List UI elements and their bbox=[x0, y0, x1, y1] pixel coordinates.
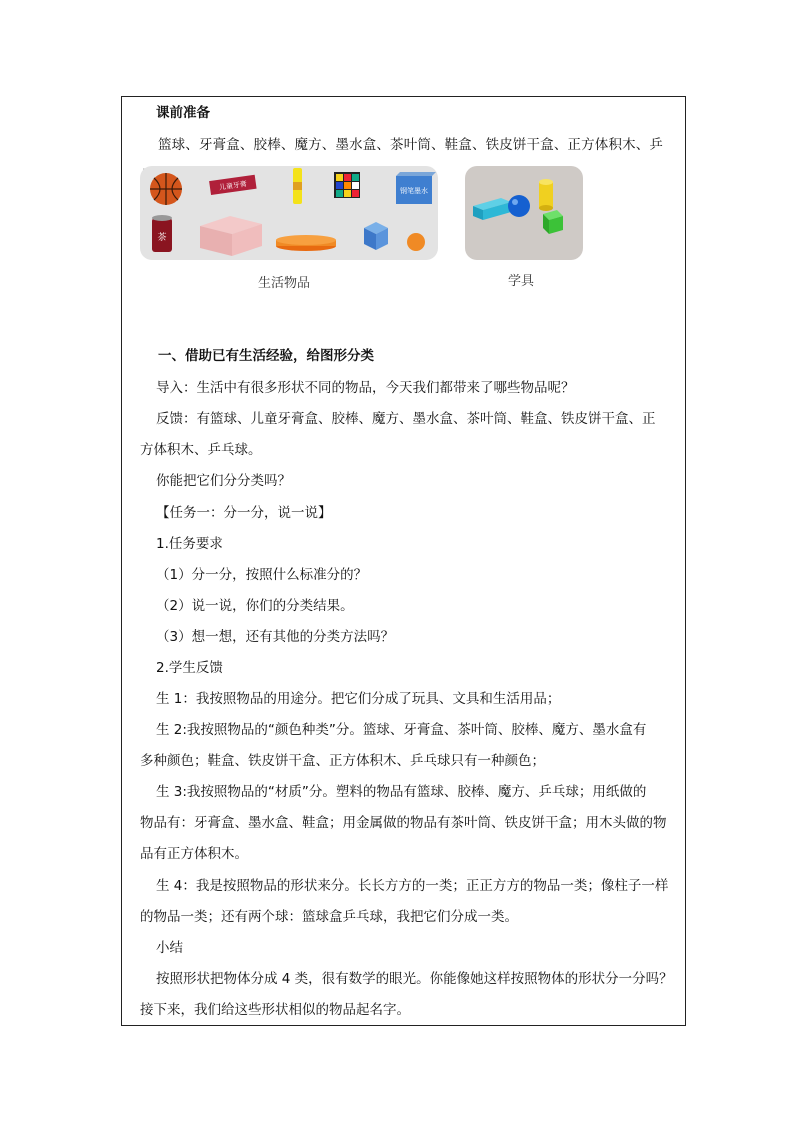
daily-objects-caption: 生活物品 bbox=[258, 276, 311, 291]
question-text: 你能把它们分分类吗？ bbox=[156, 473, 291, 489]
wooden-cube-icon bbox=[364, 222, 388, 250]
toothpaste-box-label: 儿童牙膏 bbox=[218, 179, 248, 192]
summary-title: 小结 bbox=[156, 940, 183, 956]
daily-objects-image bbox=[140, 166, 438, 260]
section1-heading: 一、借助已有生活经验，给图形分类 bbox=[158, 348, 374, 364]
student3-line1: 生 3:我按照物品的“材质”分。塑料的物品有篮球、胶棒、魔方、乒乓球；用纸做的 bbox=[156, 784, 647, 800]
tea-can-label: 茶 bbox=[157, 233, 167, 243]
feedback-line2: 方体积木、乒乓球。 bbox=[140, 442, 262, 458]
summary-line1: 按照形状把物体分成 4 类，很有数学的眼光。你能像她这样按照物体的形状分一分吗？ bbox=[156, 971, 673, 987]
shoe-box-icon bbox=[200, 216, 262, 256]
student3-line2: 物品有：牙膏盒、墨水盒、鞋盒；用金属做的物品有茶叶筒、铁皮饼干盒；用木头做的物 bbox=[140, 815, 667, 831]
blue-cuboid-icon bbox=[473, 198, 511, 220]
ping-pong-ball-icon bbox=[407, 233, 425, 251]
green-cube-icon bbox=[543, 210, 563, 234]
prep-items-line1: 篮球、牙膏盒、胶棒、魔方、墨水盒、茶叶筒、鞋盒、铁皮饼干盒、正方体积木、乒 bbox=[158, 137, 664, 153]
student4-line2: 的物品一类；还有两个球：篮球盒乒乓球，我把它们分成一类。 bbox=[140, 909, 518, 925]
requirement-3: （3）想一想，还有其他的分类方法吗？ bbox=[156, 629, 395, 645]
task-title: 【任务一：分一分，说一说】 bbox=[156, 505, 332, 521]
rubiks-cube-icon bbox=[334, 172, 360, 198]
student2-line1: 生 2:我按照物品的“颜色种类”分。篮球、牙膏盒、茶叶筒、胶棒、魔方、墨水盒有 bbox=[156, 722, 647, 738]
glue-stick-icon bbox=[293, 168, 302, 204]
student3-line3: 品有正方体积木。 bbox=[140, 846, 248, 862]
student1-text: 生 1：我按照物品的用途分。把它们分成了玩具、文具和生活用品； bbox=[156, 691, 561, 707]
feedback-line1: 反馈：有篮球、儿童牙膏盒、胶棒、魔方、墨水盒、茶叶筒、鞋盒、铁皮饼干盒、正 bbox=[156, 411, 656, 427]
requirement-2: （2）说一说，你们的分类结果。 bbox=[156, 598, 354, 614]
student4-line1: 生 4：我是按照物品的形状来分。长长方方的一类；正正方方的物品一类；像柱子一样 bbox=[156, 878, 669, 894]
intro-text: 导入：生活中有很多形状不同的物品，今天我们都带来了哪些物品呢？ bbox=[156, 380, 575, 396]
feedback-title: 2.学生反馈 bbox=[156, 660, 223, 676]
prep-heading: 课前准备 bbox=[156, 105, 210, 121]
requirements-title: 1.任务要求 bbox=[156, 536, 223, 552]
ink-box-icon bbox=[396, 172, 436, 204]
learning-tools-image bbox=[465, 166, 583, 260]
blue-sphere-icon bbox=[508, 195, 530, 217]
yellow-cylinder-icon bbox=[539, 179, 553, 211]
learning-tools-caption: 学具 bbox=[508, 274, 535, 289]
biscuit-tin-icon bbox=[276, 235, 336, 251]
requirement-1: （1）分一分，按照什么标准分的？ bbox=[156, 567, 368, 583]
toothpaste-box-icon bbox=[209, 175, 257, 195]
basketball-icon bbox=[150, 173, 182, 205]
student2-line2: 多种颜色；鞋盒、铁皮饼干盒、正方体积木、乒乓球只有一种颜色； bbox=[140, 753, 545, 769]
ink-box-label: 钢笔墨水 bbox=[400, 187, 428, 195]
summary-line2: 接下来，我们给这些形状相似的物品起名字。 bbox=[140, 1002, 410, 1018]
tea-can-icon bbox=[152, 215, 172, 252]
